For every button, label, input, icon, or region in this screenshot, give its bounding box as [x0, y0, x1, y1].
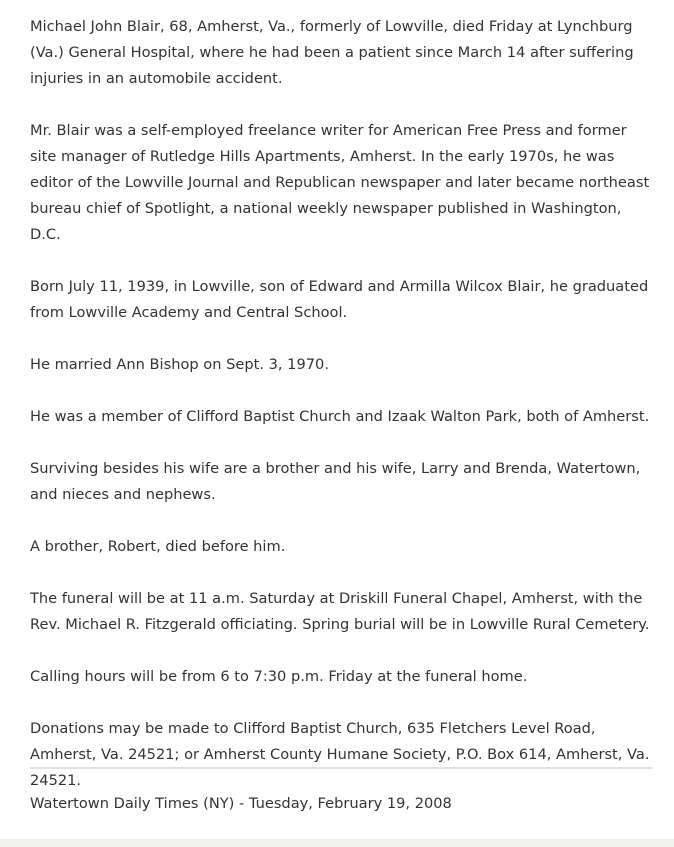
obituary-article — [30, 14, 655, 794]
paragraph-survivors: Surviving besides his wife are a brother and his wife, Larry and Brenda, Watertown, and nieces and nephews. — [30, 460, 641, 503]
footer-band — [0, 839, 674, 847]
paragraph-memberships: He was a member of Clifford Baptist Church and Izaak Walton Park, both of Amherst. — [30, 408, 650, 425]
paragraph-career: Mr. Blair was a self-employed freelance writer for American Free Press and former site manager of Rutledge Hills Apartments, Amherst. In the early 1970s, he was editor of the Lowville Journal and Republican newspaper and later became northeast bureau chief of Spotlight, a national weekly newspaper published in Washington, D.C. — [30, 122, 650, 243]
paragraph-predeceased: A brother, Robert, died before him. — [30, 538, 286, 555]
section-divider — [30, 767, 652, 769]
source-citation: Watertown Daily Times (NY) - Tuesday, February 19, 2008 — [30, 795, 452, 812]
paragraph-birth-education: Born July 11, 1939, in Lowville, son of Edward and Armilla Wilcox Blair, he graduated from Lowville Academy and Central School. — [30, 278, 649, 321]
paragraph-calling-hours: Calling hours will be from 6 to 7:30 p.m. Friday at the funeral home. — [30, 668, 528, 685]
paragraph-donations: Donations may be made to Clifford Baptist Church, 635 Fletchers Level Road, Amherst, Va. 24521; or Amherst County Humane Society, P.O. Box 614, Amherst, Va. 24521. — [30, 720, 650, 789]
paragraph-funeral: The funeral will be at 11 a.m. Saturday at Driskill Funeral Chapel, Amherst, with the Rev. Michael R. Fitzgerald officiating. Spring burial will be in Lowville Rural Cemetery. — [30, 590, 650, 633]
paragraph-death-notice: Michael John Blair, 68, Amherst, Va., formerly of Lowville, died Friday at Lynchburg (Va.) General Hospital, where he had been a patient since March 14 after suffering injuries in an automobile accident. — [30, 18, 634, 87]
paragraph-marriage: He married Ann Bishop on Sept. 3, 1970. — [30, 356, 329, 373]
